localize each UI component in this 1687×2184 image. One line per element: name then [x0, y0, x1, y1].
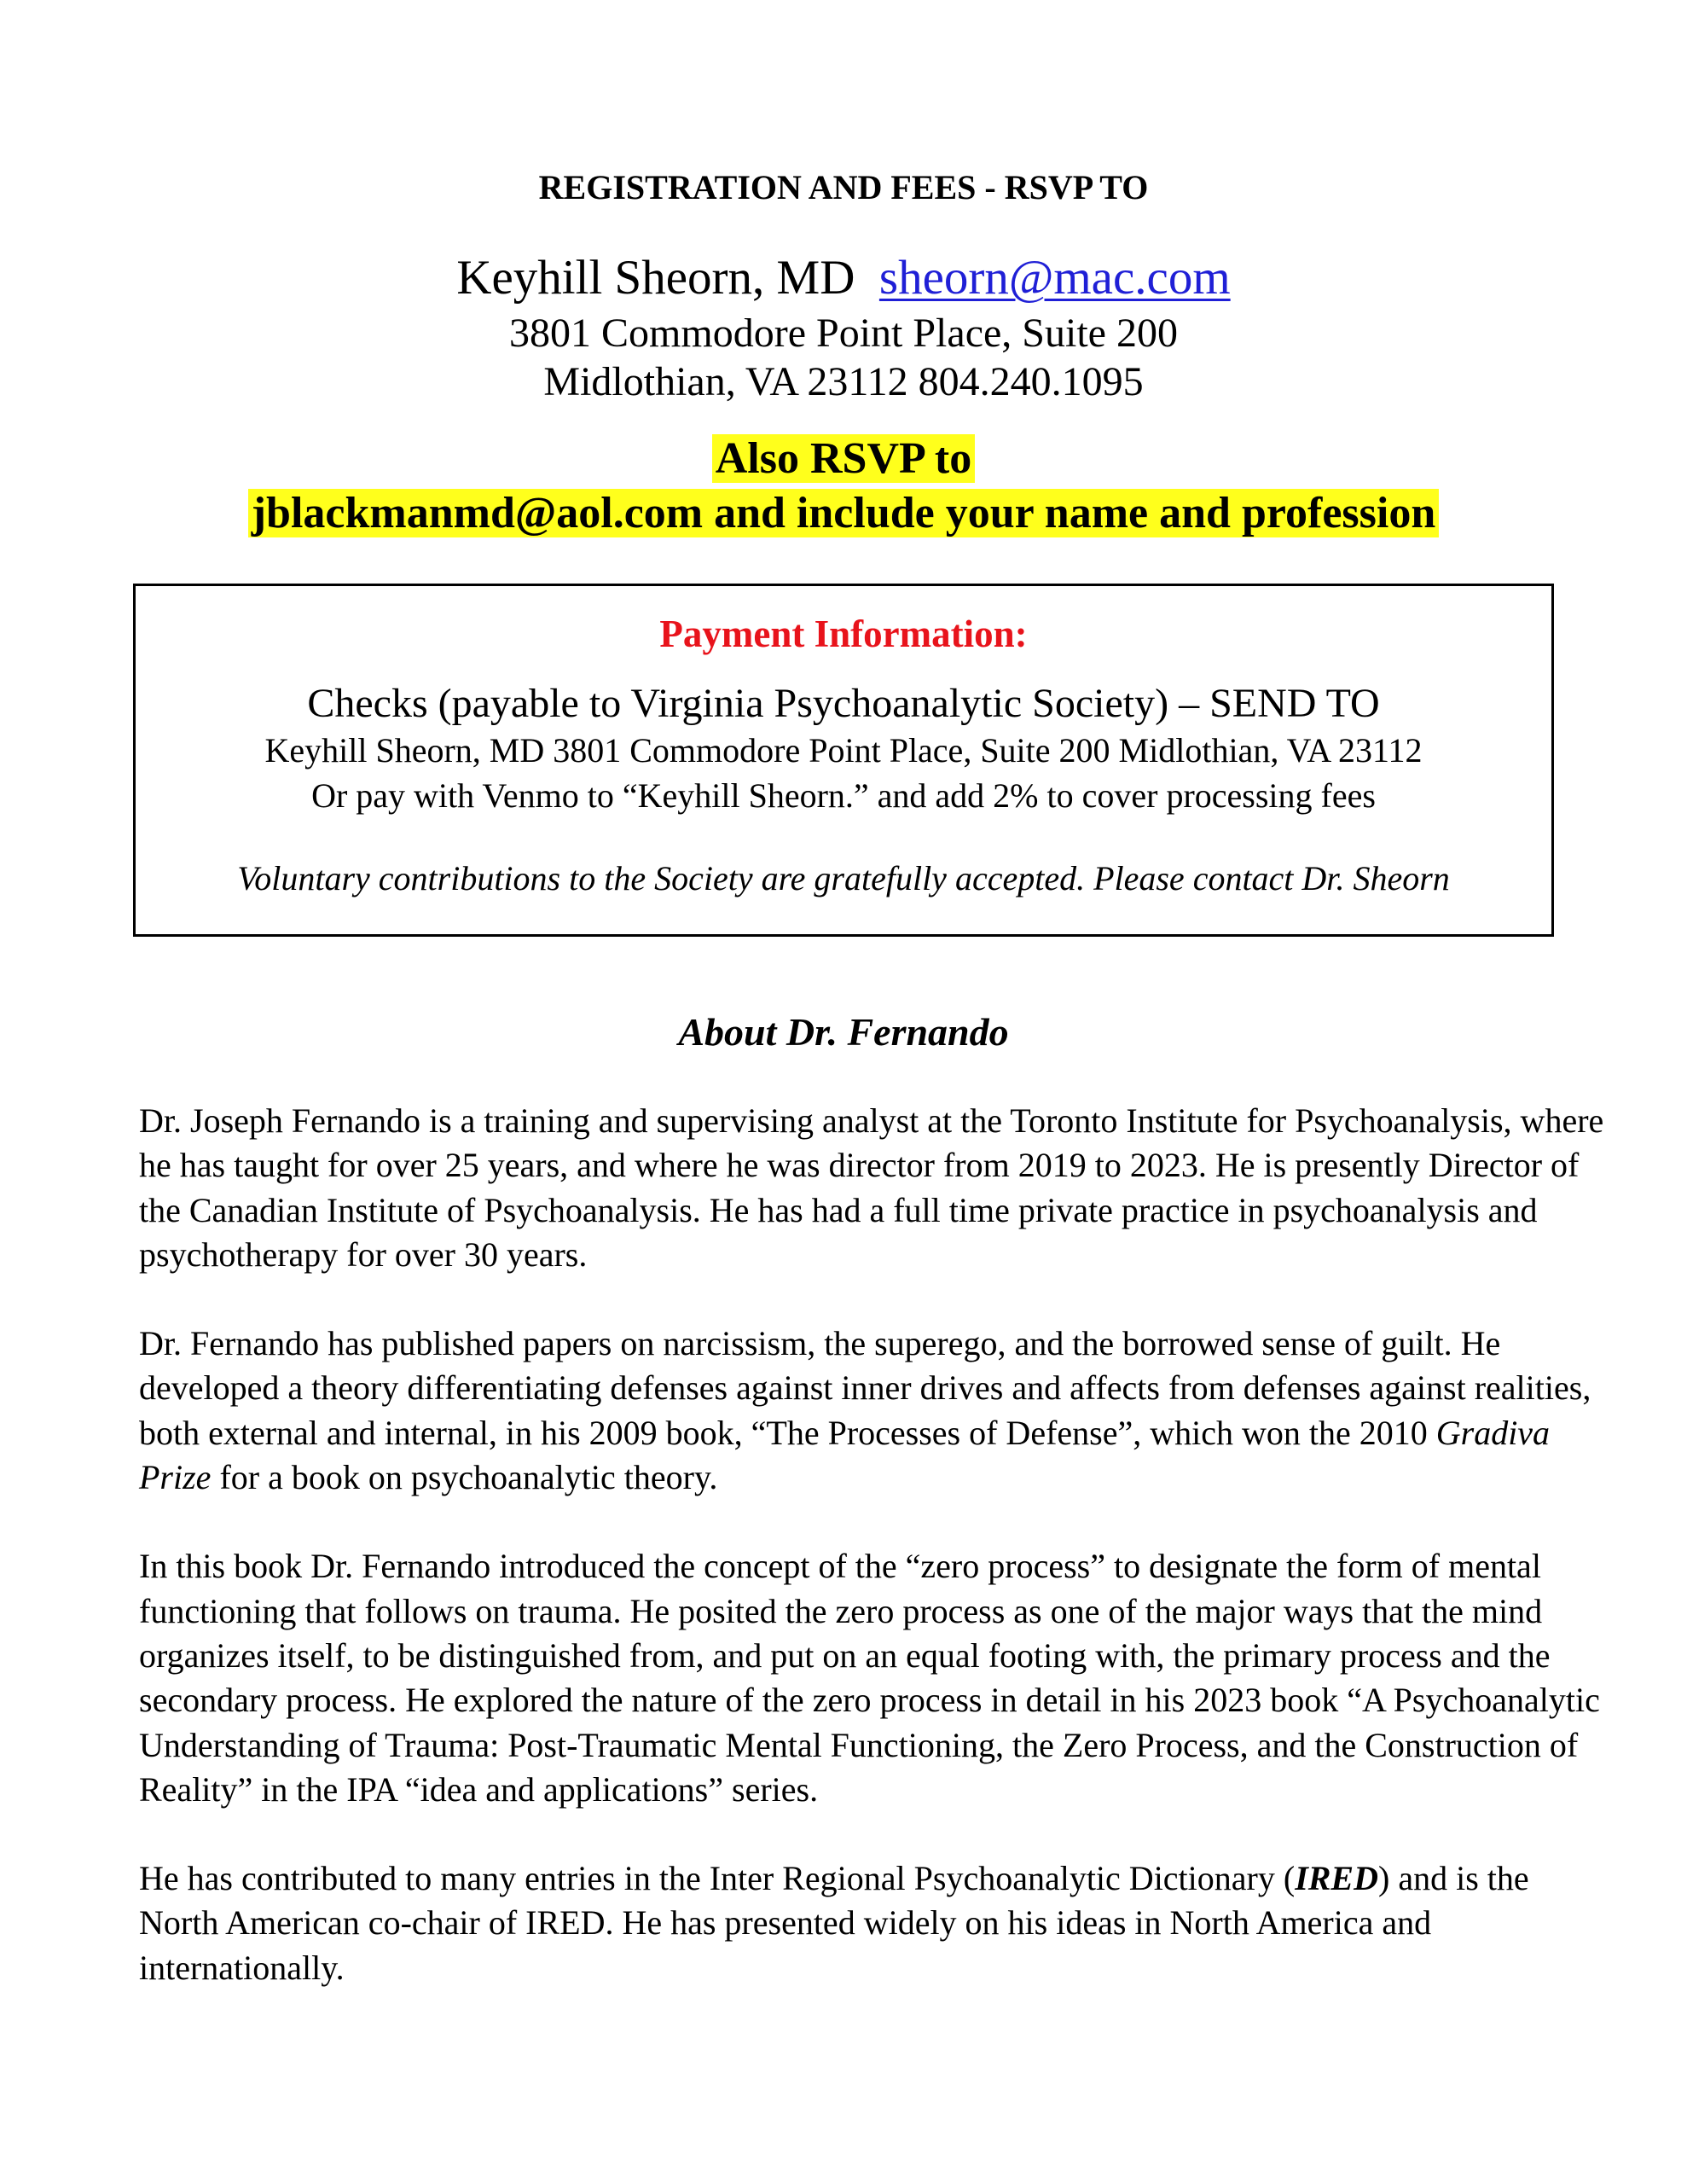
payment-info-box: [133, 584, 1554, 937]
bio-paragraph-1: Dr. Joseph Fernando is a training and supervising analyst at the Toronto Institute for Psychoanalysis, where he has taught for over 25 years, and where he was director from 2019 to 2023. He is presently Director of the Canadian Institute of Psychoanalysis. He has had a full time private practice in psychoanalysis and psychotherapy for over 30 years.: [139, 1101, 1604, 1274]
contact-address-line2: Midlothian, VA 23112 804.240.1095: [543, 359, 1144, 404]
payment-address-line: Keyhill Sheorn, MD 3801 Commodore Point Place, Suite 200 Midlothian, VA 23112: [264, 731, 1423, 770]
rsvp-line1: Also RSVP to: [712, 434, 975, 483]
about-title: About Dr. Fernando: [678, 1010, 1009, 1054]
bio-p2-prize: Gradiva Prize: [139, 1413, 1551, 1497]
bio-paragraph-3: In this book Dr. Fernando introduced the concept of the “zero process” to designate the form of mental functioning that follows on trauma. He posited the zero process as one of the major ways that the mind organizes itself, to be distinguished from, and put on an equal footing with, the primary process and the secondary process. He explored the nature of the zero process in detail in his 2023 book “A Psychoanalytic Understanding of Trauma: Post-Traumatic Mental Functioning, the Zero Process, and the Construction of Reality” in the IPA “idea and applications” series.: [139, 1547, 1600, 1809]
bio-section: [139, 1099, 1606, 2035]
bio-p4-text-a: He has contributed to many entries in the Inter Regional Psychoanalytic Dictionary (: [139, 1859, 1296, 1898]
bio-p2-text-b: for a book on psychoanalytic theory.: [211, 1458, 718, 1497]
payment-checks-line: Checks (payable to Virginia Psychoanalytic Society) – SEND TO: [307, 681, 1380, 726]
bio-p4-text-b: ) and is the North American co-chair of IRED. He has presented widely on his ideas in North America and internationally.: [139, 1859, 1529, 1987]
contact-name-line: [0, 247, 1687, 309]
bio-paragraph-4: [139, 1856, 1606, 1990]
contact-address-line1: 3801 Commodore Point Place, Suite 200: [509, 311, 1178, 356]
contact-name: Keyhill Sheorn, MD: [456, 251, 855, 305]
bio-p4-ired: IRED: [1295, 1859, 1378, 1898]
payment-title: Payment Information:: [659, 613, 1028, 655]
payment-voluntary-line: Voluntary contributions to the Society are gratefully accepted. Please contact Dr. Sheorn: [237, 859, 1450, 897]
registration-heading: REGISTRATION AND FEES - RSVP TO: [538, 168, 1149, 206]
payment-venmo-line: Or pay with Venmo to “Keyhill Sheorn.” and add 2% to cover processing fees: [311, 776, 1376, 815]
bio-paragraph-2: [139, 1321, 1606, 1500]
rsvp-block: [0, 432, 1687, 541]
bio-p2-text-a: Dr. Fernando has published papers on narcissism, the superego, and the borrowed sense of guilt. He developed a theory differentiating defenses against inner drives and affects from defenses against realities, both external and internal, in his 2009 book, “The Processes of Defense”, which won the 2010: [139, 1324, 1591, 1452]
rsvp-line2: jblackmanmd@aol.com and include your name and profession: [248, 489, 1440, 537]
contact-email-link[interactable]: sheorn@mac.com: [878, 251, 1231, 305]
contact-block: [0, 247, 1687, 406]
